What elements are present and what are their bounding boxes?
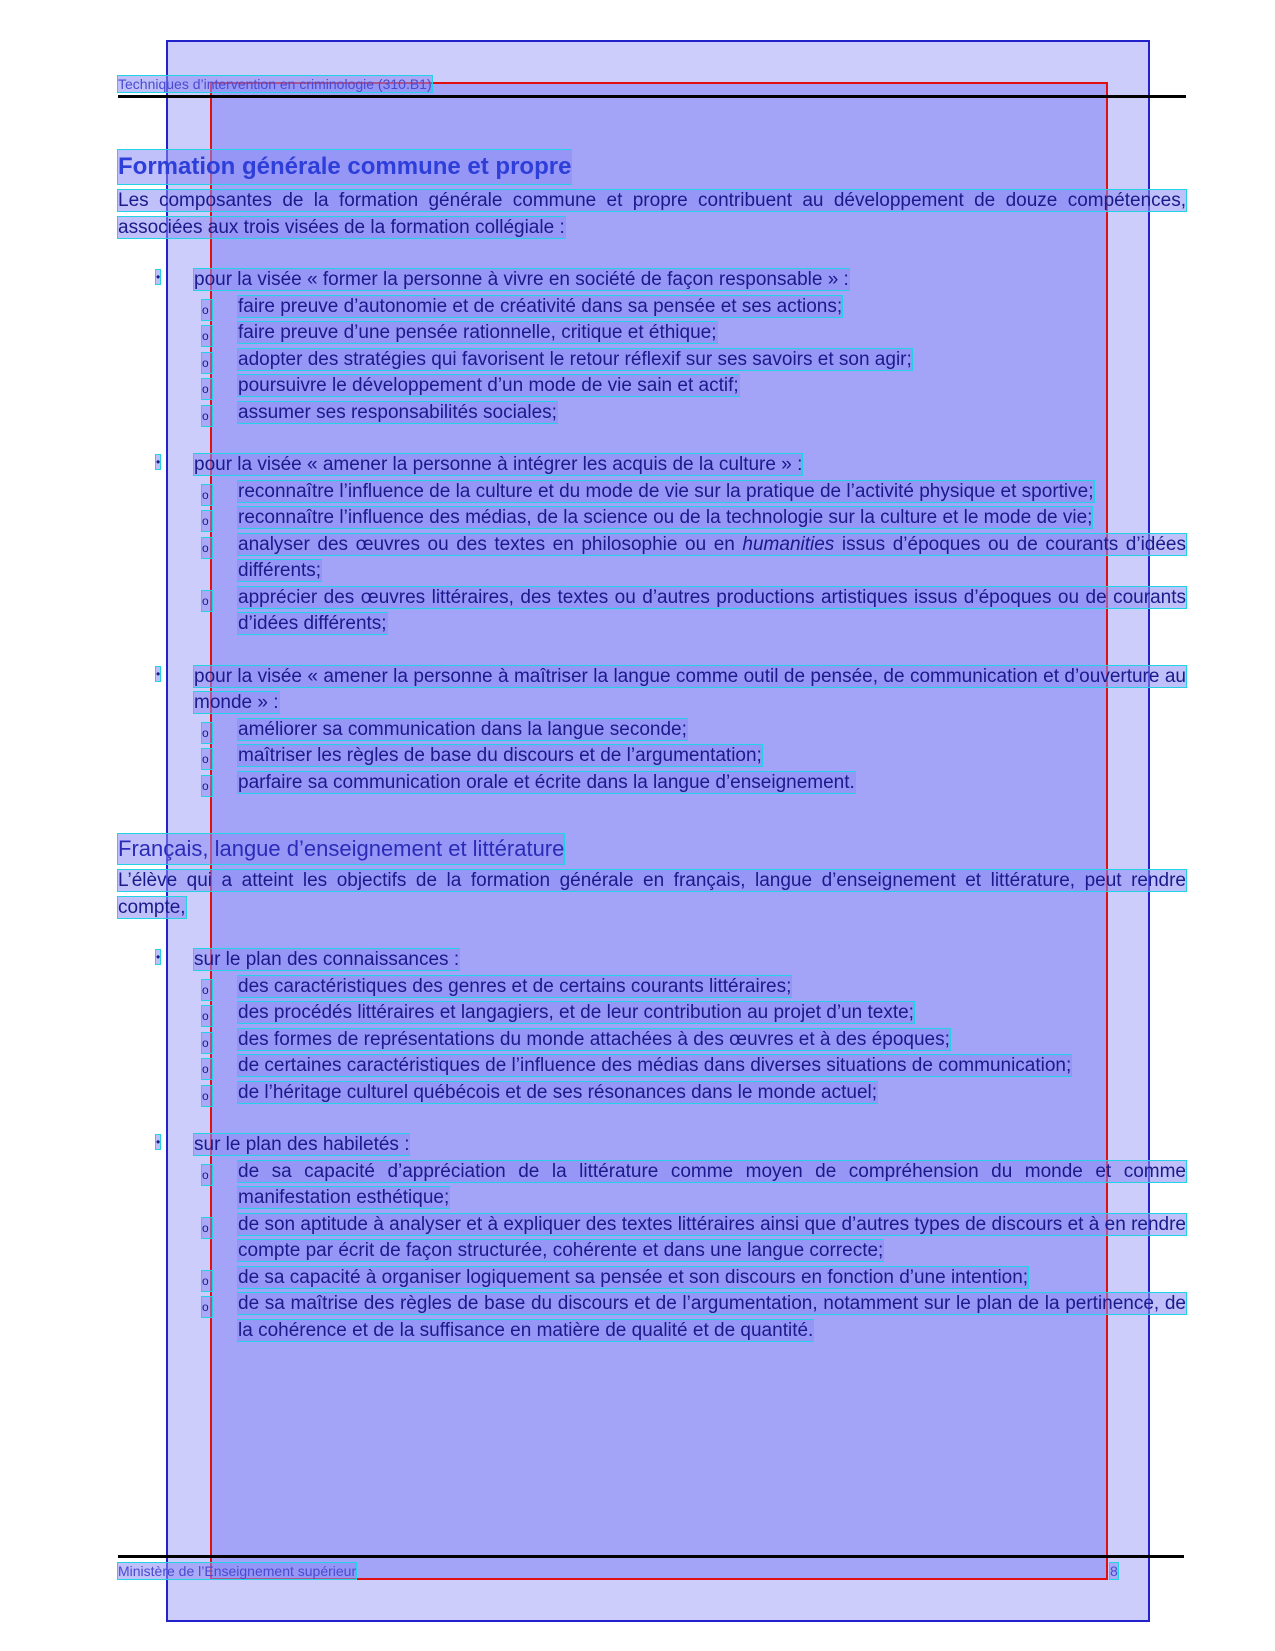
list-item: o reconnaître l’influence de la culture et du mode de vie sur la pratique de l’activité physique et sportive; xyxy=(194,479,1186,506)
competences-list xyxy=(194,294,1186,427)
sub-bullet-icon: o xyxy=(202,326,212,346)
list-item: o assumer ses responsabilités sociales; xyxy=(194,400,1186,427)
list-item: o de sa maîtrise des règles de base du discours et de l’argumentation, notamment sur le plan de la pertinence, de la cohérence et de la suffisance en matière de qualité et de quantité. xyxy=(202,1293,1186,1341)
sub-bullet-icon: o xyxy=(202,749,212,769)
list-item: o analyser des œuvres ou des textes en philosophie ou en humanities issus d’époques ou de courants d’idées différents; xyxy=(202,533,1186,581)
sub-bullet-icon: o xyxy=(202,776,212,796)
running-header: Techniques d’intervention en criminologie (310.B1) xyxy=(118,76,432,92)
section-heading-formation-generale: Formation générale commune et propre xyxy=(118,150,571,184)
italic-term: humanities xyxy=(742,533,835,555)
list-item: o de l’héritage culturel québécois et de ses résonances dans le monde actuel; xyxy=(194,1080,1186,1107)
list-item: o poursuivre le développement d’un mode de vie sain et actif; xyxy=(194,373,1186,400)
bullet-icon: • xyxy=(156,455,161,469)
sub-bullet-icon: o xyxy=(202,300,212,320)
list-item: o améliorer sa communication dans la langue seconde; xyxy=(194,717,1186,744)
list-item: o des formes de représentations du monde attachées à des œuvres et à des époques; xyxy=(194,1027,1186,1054)
sub-bullet-icon: o xyxy=(202,406,212,426)
habiletes-list xyxy=(194,1159,1186,1345)
list-item: o parfaire sa communication orale et écrite dans la langue d’enseignement. xyxy=(194,770,1186,797)
sub-bullet-icon: o xyxy=(202,591,212,611)
list-item: o apprécier des œuvres littéraires, des textes ou d’autres productions artistiques issus d’époques ou de courants d’idées différents; xyxy=(202,586,1186,634)
sub-bullet-icon: o xyxy=(202,723,212,743)
sub-bullet-icon: o xyxy=(202,1271,212,1291)
list-item: • sur le plan des connaissances : o des caractéristiques des genres et de certains courants littéraires; o des procédés littéraires et langagiers, et de leur contribution au projet d’un texte; o des formes de représentations du monde attachées à des œuvres et à des époques; o de certaines caractéristiques de l’influence des médias dans diverses situations de communication; o de l’héritage culturel québécois et de ses résonances dans le monde actuel; xyxy=(118,947,1186,1106)
list-item: • pour la visée « amener la personne à intégrer les acquis de la culture » : o reconnaître l’influence de la culture et du mode de vie sur la pratique de l’activité physique et sportive; o reconnaître l’influence des médias, de la science ou de la technologie sur la culture et le mode de vie; o analyser des œuvres ou des textes en philosophie ou en humanities issus d’époques ou de courants d’idées différents; o apprécier des œuvres littéraires, des textes ou d’autres productions artistiques issus d’époques ou de courants d’idées différents; xyxy=(118,452,1186,638)
list-item: • pour la visée « amener la personne à maîtriser la langue comme outil de pensée, de communication et d’ouverture au monde » : o améliorer sa communication dans la langue seconde; o maîtriser les règles de base du discours et de l’argumentation; o parfaire sa communication orale et écrite dans la langue d’enseignement. xyxy=(118,664,1186,797)
sub-bullet-icon: o xyxy=(202,1086,212,1106)
connaissances-list xyxy=(194,974,1186,1107)
sub-bullet-icon: o xyxy=(202,1006,212,1026)
list-item: • sur le plan des habiletés : o de sa capacité d’appréciation de la littérature comme moyen de compréhension du monde et comme manifestation esthétique; o de son aptitude à analyser et à expliquer des textes littéraires ainsi que d’autres types de discours et à en rendre compte par écrit de façon structurée, cohérente et dans une langue correcte; o de sa capacité à organiser logiquement sa pensée et son discours en fonction d’une intention; o de sa maîtrise des règles de base du discours et de l’argumentation, notamment sur le plan de la pertinence, de la cohérence et de la suffisance en matière de qualité et de quantité. xyxy=(118,1132,1186,1344)
visees-list xyxy=(118,267,1186,796)
list-item: o faire preuve d’autonomie et de créativité dans sa pensée et ses actions; xyxy=(194,294,1186,321)
sub-bullet-icon: o xyxy=(202,538,212,558)
sub-bullet-icon: o xyxy=(202,1297,212,1317)
sub-bullet-icon: o xyxy=(202,353,212,373)
list-item: o de son aptitude à analyser et à expliquer des textes littéraires ainsi que d’autres types de discours et à en rendre compte par écrit de façon structurée, cohérente et dans une langue correcte; xyxy=(202,1213,1186,1261)
sub-bullet-icon: o xyxy=(202,1218,212,1238)
list-item: o de certaines caractéristiques de l’influence des médias dans diverses situations de communication; xyxy=(194,1053,1186,1080)
list-item: o reconnaître l’influence des médias, de la science ou de la technologie sur la culture et le mode de vie; xyxy=(194,505,1186,532)
footer-ministry: Ministère de l’Enseignement supérieur xyxy=(118,1563,357,1579)
section-intro: L’élève qui a atteint les objectifs de la formation générale en français, langue d’enseignement et littérature, peut rendre compte, xyxy=(118,870,1186,918)
bullet-icon: • xyxy=(156,1135,161,1149)
sub-bullet-icon: o xyxy=(202,1165,212,1185)
list-item: o de sa capacité d’appréciation de la littérature comme moyen de compréhension du monde et comme manifestation esthétique; xyxy=(202,1160,1186,1208)
sub-bullet-icon: o xyxy=(202,1059,212,1079)
header-rule xyxy=(118,95,1186,98)
page-number: 8 xyxy=(1110,1563,1118,1579)
section-intro: Les composantes de la formation générale commune et propre contribuent au développement de douze compétences, associées aux trois visées de la formation collégiale : xyxy=(118,190,1186,238)
bullet-icon: • xyxy=(156,666,161,681)
sub-bullet-icon: o xyxy=(202,980,212,1000)
plans-list xyxy=(118,947,1186,1344)
list-item: o des caractéristiques des genres et de certains courants littéraires; xyxy=(194,974,1186,1001)
list-item: o de sa capacité à organiser logiquement sa pensée et son discours en fonction d’une intention; xyxy=(194,1265,1186,1292)
sub-bullet-icon: o xyxy=(202,379,212,399)
section-spacer xyxy=(118,796,1186,834)
section-heading-francais: Français, langue d’enseignement et littérature xyxy=(118,834,564,864)
competences-list xyxy=(194,717,1186,797)
sub-bullet-icon: o xyxy=(202,511,212,531)
footer-rule xyxy=(118,1555,1184,1558)
bullet-icon: • xyxy=(156,950,161,964)
list-item: o adopter des stratégies qui favorisent le retour réflexif sur ses savoirs et son agir; xyxy=(194,347,1186,374)
list-item: o des procédés littéraires et langagiers, et de leur contribution au projet d’un texte; xyxy=(194,1000,1186,1027)
list-item: o maîtriser les règles de base du discours et de l’argumentation; xyxy=(194,743,1186,770)
sub-bullet-icon: o xyxy=(202,485,212,505)
document-body xyxy=(118,150,1186,1344)
bullet-icon: • xyxy=(156,270,161,284)
competences-list xyxy=(194,479,1186,638)
list-item: o faire preuve d’une pensée rationnelle, critique et éthique; xyxy=(194,320,1186,347)
sub-bullet-icon: o xyxy=(202,1033,212,1053)
list-item: • pour la visée « former la personne à vivre en société de façon responsable » : o faire preuve d’autonomie et de créativité dans sa pensée et ses actions; o faire preuve d’une pensée rationnelle, critique et éthique; o adopter des stratégies qui favorisent le retour réflexif sur ses savoirs et son agir; o poursuivre le développement d’un mode de vie sain et actif; o assumer ses responsabilités sociales; xyxy=(118,267,1186,426)
